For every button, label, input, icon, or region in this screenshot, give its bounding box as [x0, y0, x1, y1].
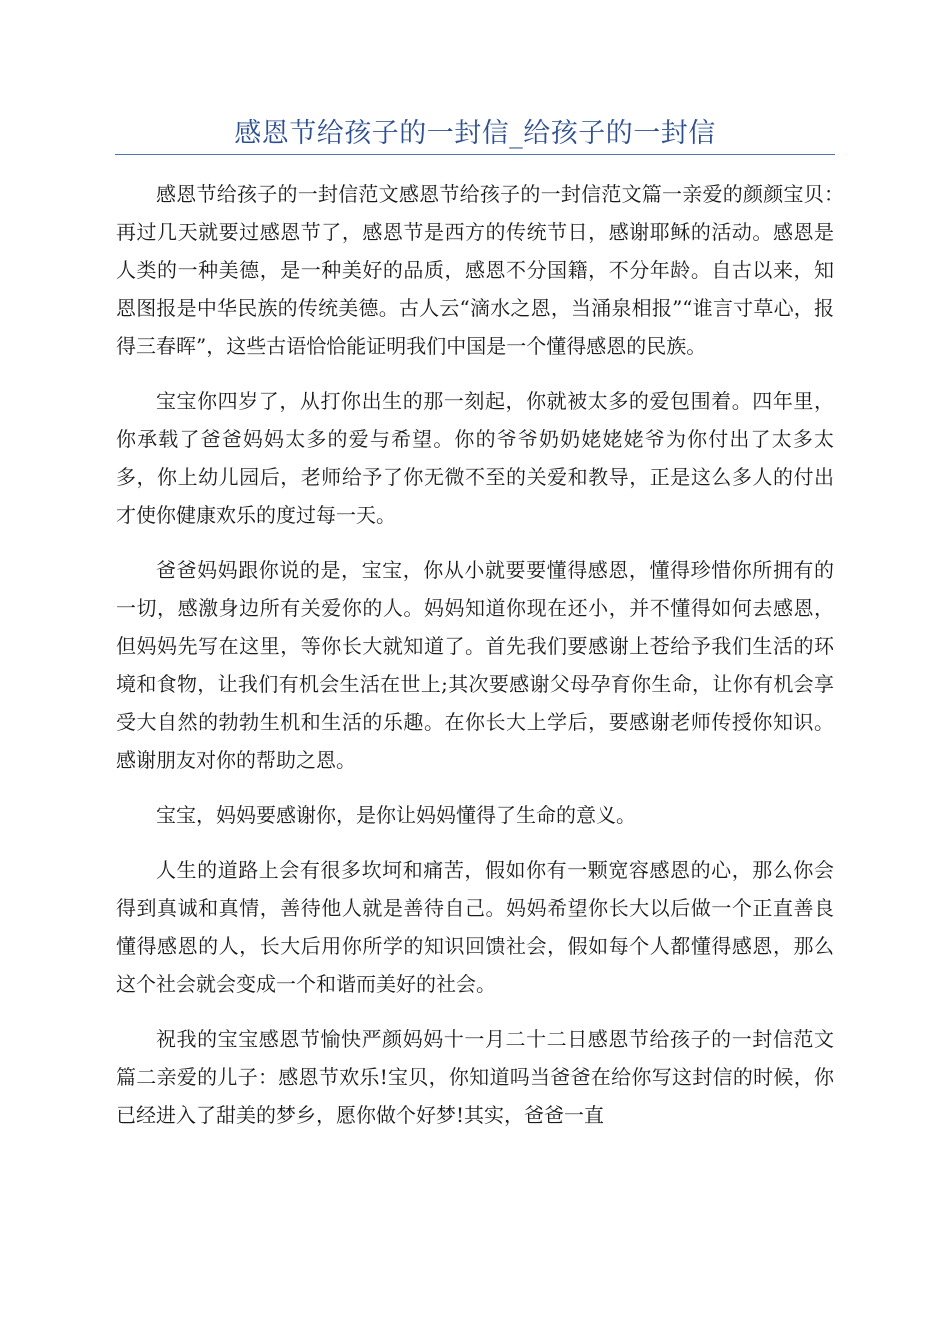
paragraph: 感恩节给孩子的一封信范文感恩节给孩子的一封信范文篇一亲爱的颜颜宝贝： 再过几天就要过感恩节了，感恩节是西方的传统节日，感谢耶稣的活动。感恩是人类的一种美德，是一种美好的品质，感恩不分国籍，不分年龄。自古以来，知恩图报是中华民族的传统美德。古人云“滴水之恩，当涌泉相报”“谁言寸草心，报得三春晖”，这些古语恰恰能证明我们中国是一个懂得感恩的民族。	[116, 182, 854, 358]
paragraph: 爸爸妈妈跟你说的是，宝宝，你从小就要要懂得感恩，懂得珍惜你所拥有的一切，感激身边所有关爱你的人。妈妈知道你现在还小，并不懂得如何去感恩，但妈妈先写在这里，等你长大就知道了。首先我们要感谢上苍给予我们生活的环境和食物，让我们有机会生活在世上;其次要感谢父母孕育你生命，让你有机会享受大自然的勃勃生机和生活的乐趣。在你长大上学后，要感谢老师传授你知识。感谢朋友对你的帮助之恩。	[116, 558, 834, 772]
paragraph: 宝宝，妈妈要感谢你，是你让妈妈懂得了生命的意义。	[156, 803, 636, 827]
title-underline	[115, 154, 835, 155]
paragraph: 人生的道路上会有很多坎坷和痛苦，假如你有一颗宽容感恩的心，那么你会得到真诚和真情，善待他人就是善待自己。妈妈希望你长大以后做一个正直善良懂得感恩的人，长大后用你所学的知识回馈社会，假如每个人都懂得感恩，那么这个社会就会变成一个和谐而美好的社会。	[116, 858, 834, 996]
paragraph: 祝我的宝宝感恩节愉快严颜妈妈十一月二十二日感恩节给孩子的一封信范文篇二亲爱的儿子：感恩节欢乐!宝贝，你知道吗当爸爸在给你写这封信的时候，你已经进入了甜美的梦乡，愿你做个好梦!其实，爸爸一直	[116, 1027, 834, 1127]
paragraph: 宝宝你四岁了，从打你出生的那一刻起，你就被太多的爱包围着。四年里，你承载了爸爸妈妈太多的爱与希望。你的爷爷奶奶姥姥姥爷为你付出了太多太多，你上幼儿园后，老师给予了你无微不至的关爱和教导，正是这么多人的付出才使你健康欢乐的度过每一天。	[116, 389, 834, 527]
document-body	[116, 175, 854, 1151]
document-title: 感恩节给孩子的一封信_给孩子的一封信	[234, 118, 716, 149]
